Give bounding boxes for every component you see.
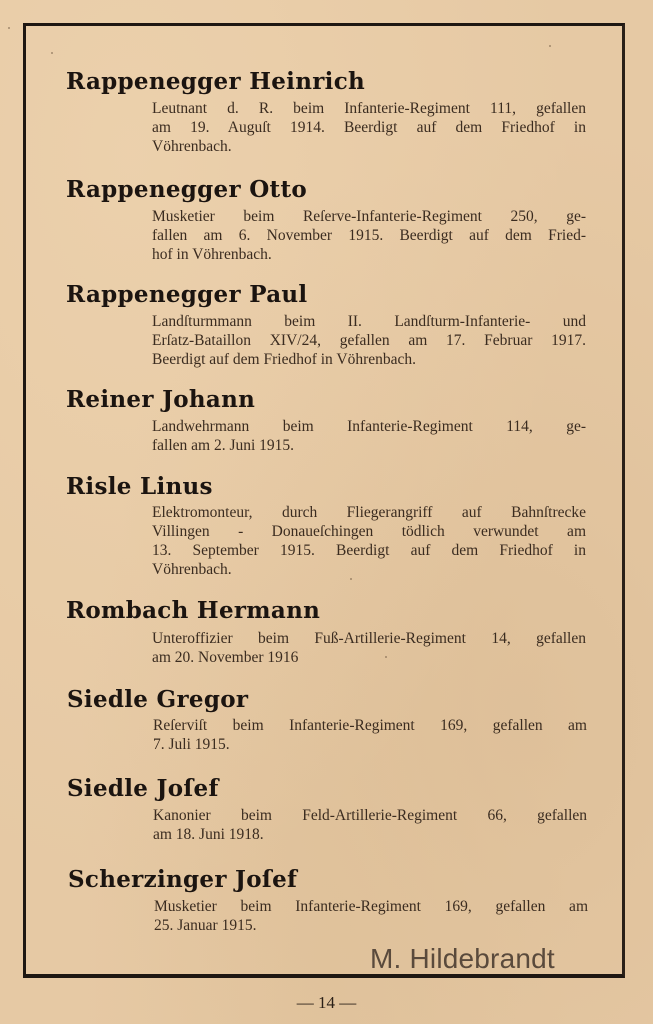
description-line: Villingen - Donaueſchingen tödlich verwundet am <box>152 523 586 540</box>
entry-description <box>152 312 586 369</box>
entry-description <box>153 806 587 844</box>
watermark-text: M. Hildebrandt <box>370 943 555 974</box>
description-line: 25. Januar 1915. <box>154 917 257 934</box>
description-line: fallen am 6. November 1915. Beerdigt auf dem Fried- <box>152 227 586 244</box>
description-line: Musketier beim Reſerve-Infanterie-Regiment 250, ge- <box>152 208 586 225</box>
description-line: hof in Vöhrenbach. <box>152 246 272 263</box>
description-line: Beerdigt auf dem Friedhof in Vöhrenbach. <box>152 351 416 368</box>
paper-speck <box>350 578 352 580</box>
description-line: Kanonier beim Feld-Artillerie-Regiment 66, gefallen <box>153 807 587 824</box>
page-number: — 14 — <box>296 993 357 1012</box>
entry-name: Rombach Hermann <box>66 597 321 624</box>
entry-description <box>152 629 586 667</box>
description-line: Reſerviſt beim Infanterie-Regiment 169, gefallen am <box>153 717 587 734</box>
description-line: 13. September 1915. Beerdigt auf dem Friedhof in <box>152 542 586 559</box>
description-line: Erſatz-Bataillon XIV/24, gefallen am 17. Februar 1917. <box>152 332 586 349</box>
entry-name: Risle Linus <box>66 473 213 500</box>
entry-name: Reiner Johann <box>66 386 256 413</box>
entry-description <box>152 207 586 264</box>
paper-speck <box>549 45 551 47</box>
description-line: Musketier beim Infanterie-Regiment 169, gefallen am <box>154 898 588 915</box>
description-line: am 20. November 1916 <box>152 649 299 666</box>
description-line: Unteroffizier beim Fuß-Artillerie-Regiment 14, gefallen <box>152 630 586 647</box>
paper-speck <box>51 52 53 54</box>
entry-description <box>153 716 587 754</box>
paper-speck <box>385 656 387 658</box>
description-line: 7. Juli 1915. <box>153 736 230 753</box>
entry-description <box>152 503 586 579</box>
entry-name: Rappenegger Paul <box>66 281 308 308</box>
entry-name: Siedle Joſef <box>67 775 219 802</box>
description-line: Vöhrenbach. <box>152 561 232 578</box>
entry-name: Rappenegger Otto <box>66 176 308 203</box>
entry-description <box>154 897 588 935</box>
description-line: am 19. Auguſt 1914. Beerdigt auf dem Friedhof in <box>152 119 586 136</box>
description-line: Elektromonteur, durch Fliegerangriff auf Bahnſtrecke <box>152 504 586 521</box>
entry-name: Rappenegger Heinrich <box>66 68 366 95</box>
description-line: Leutnant d. R. beim Infanterie-Regiment 111, gefallen <box>152 100 586 117</box>
entry-description <box>152 99 586 156</box>
description-line: Landſturmmann beim II. Landſturm-Infanterie- und <box>152 313 586 330</box>
entry-description <box>152 417 586 455</box>
description-line: Landwehrmann beim Infanterie-Regiment 114, ge- <box>152 418 586 435</box>
description-line: fallen am 2. Juni 1915. <box>152 437 295 454</box>
description-line: am 18. Juni 1918. <box>153 826 264 843</box>
entry-name: Siedle Gregor <box>67 686 249 713</box>
description-line: Vöhrenbach. <box>152 138 232 155</box>
paper-speck <box>8 27 10 29</box>
entry-name: Scherzinger Joſef <box>68 866 298 893</box>
